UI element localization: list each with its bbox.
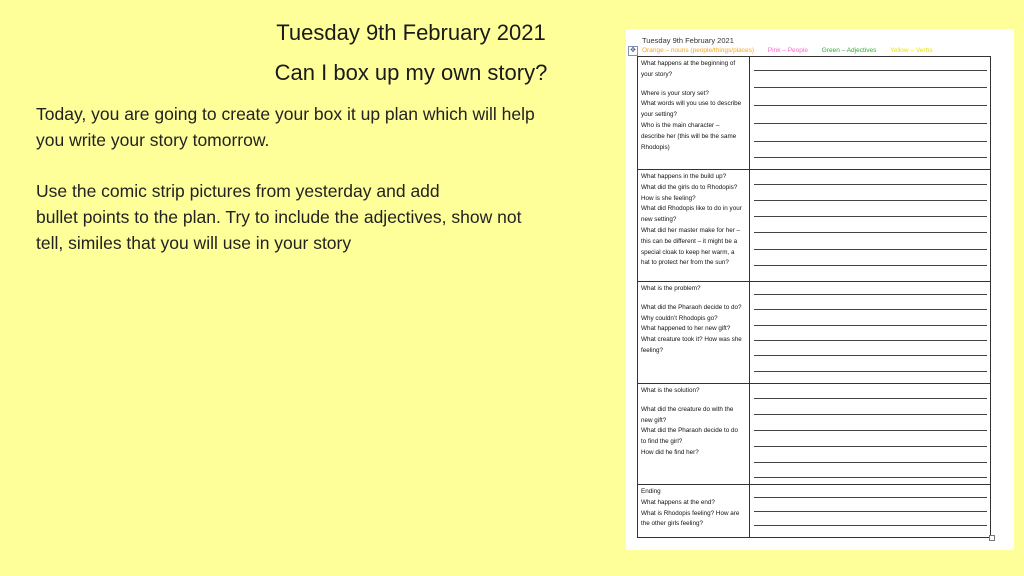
question-line: Where is your story set? bbox=[641, 89, 709, 97]
question-line: Ending bbox=[641, 488, 661, 495]
question-line: describe her (this will be the same bbox=[641, 132, 737, 140]
answer-lines[interactable] bbox=[754, 384, 987, 485]
question-line: What did the creature do with the bbox=[641, 405, 734, 413]
answer-lines[interactable] bbox=[754, 485, 987, 538]
question-line: hat to protect her from the sun? bbox=[641, 259, 729, 267]
question-line: this can be different – it might be a bbox=[641, 237, 738, 245]
question-line: Why couldn’t Rhodopis go? bbox=[641, 314, 718, 322]
table-row bbox=[638, 484, 990, 538]
question-line: your story? bbox=[641, 70, 673, 78]
box-it-up-table bbox=[637, 56, 991, 538]
question-line: What is Rhodopis feeling? How are bbox=[641, 509, 740, 517]
question-line: the other girls feeling? bbox=[641, 520, 703, 528]
table-row bbox=[638, 169, 990, 282]
question-line: What did the girls do to Rhodopis? bbox=[641, 183, 738, 191]
spacer bbox=[641, 295, 746, 303]
question-line: What is the problem? bbox=[641, 285, 701, 292]
question-line: What did the Pharaoh decide to do bbox=[641, 427, 738, 435]
question-line: What is the solution? bbox=[641, 387, 700, 394]
question-cell bbox=[638, 282, 750, 384]
question-line: Rhodopis) bbox=[641, 143, 670, 151]
question-line: Who is the main character – bbox=[641, 121, 720, 129]
question-line: new setting? bbox=[641, 216, 677, 224]
question-cell bbox=[638, 384, 750, 485]
key-item: Orange – nouns (people/things/places) bbox=[642, 47, 755, 54]
instructions-line: bullet points to the plan. Try to include the adjectives, show not bbox=[36, 207, 522, 227]
question-cell bbox=[638, 57, 750, 169]
spacer bbox=[641, 397, 746, 405]
answer-lines[interactable] bbox=[754, 282, 987, 384]
spacer bbox=[641, 81, 746, 89]
table-move-handle-icon[interactable]: ✥ bbox=[628, 46, 638, 56]
instructions-paragraph bbox=[36, 178, 606, 256]
question-line: What did the Pharaoh decide to do? bbox=[641, 303, 742, 311]
question-line: What creature took it? How was she bbox=[641, 336, 742, 344]
resize-handle[interactable] bbox=[989, 535, 995, 541]
instructions-line: Use the comic strip pictures from yesterday and add bbox=[36, 181, 440, 201]
question-line: What happens in the build up? bbox=[641, 173, 727, 180]
key-item: Pink – People bbox=[767, 47, 808, 54]
page-title: Can I box up my own story? bbox=[274, 60, 548, 85]
question-line: special cloak to keep her warm, a bbox=[641, 248, 735, 256]
question-line: How is she feeling? bbox=[641, 194, 696, 202]
intro-line: you write your story tomorrow. bbox=[36, 130, 270, 150]
question-cell bbox=[638, 170, 750, 282]
color-key bbox=[642, 47, 944, 54]
key-item: Yellow – Verbs bbox=[890, 47, 933, 54]
table-row bbox=[638, 281, 990, 384]
question-line: feeling? bbox=[641, 346, 664, 354]
question-line: What words will you use to describe bbox=[641, 100, 742, 108]
question-line: What happens at the end? bbox=[641, 498, 715, 506]
key-item: Green – Adjectives bbox=[821, 47, 877, 54]
question-line: What happens at the beginning of bbox=[641, 60, 736, 67]
question-line: new gift? bbox=[641, 416, 667, 424]
question-line: What happened to her new gift? bbox=[641, 325, 731, 333]
question-line: How did he find her? bbox=[641, 448, 699, 456]
answer-lines[interactable] bbox=[754, 57, 987, 169]
page-date: Tuesday 9th February 2021 bbox=[276, 20, 546, 45]
intro-line: Today, you are going to create your box it up plan which will help bbox=[36, 104, 535, 124]
intro-paragraph bbox=[36, 101, 606, 153]
question-line: to find the girl? bbox=[641, 438, 683, 446]
answer-lines[interactable] bbox=[754, 170, 987, 282]
table-row bbox=[638, 383, 990, 485]
question-line: your setting? bbox=[641, 111, 678, 119]
question-cell bbox=[638, 485, 750, 538]
document-date: Tuesday 9th February 2021 bbox=[642, 36, 734, 45]
question-line: What did her master make for her – bbox=[641, 226, 741, 234]
story-plan-document bbox=[626, 29, 1014, 550]
question-line: What did Rhodopis like to do in your bbox=[641, 205, 742, 213]
table-row bbox=[638, 57, 990, 169]
instructions-line: tell, similes that you will use in your story bbox=[36, 233, 352, 253]
